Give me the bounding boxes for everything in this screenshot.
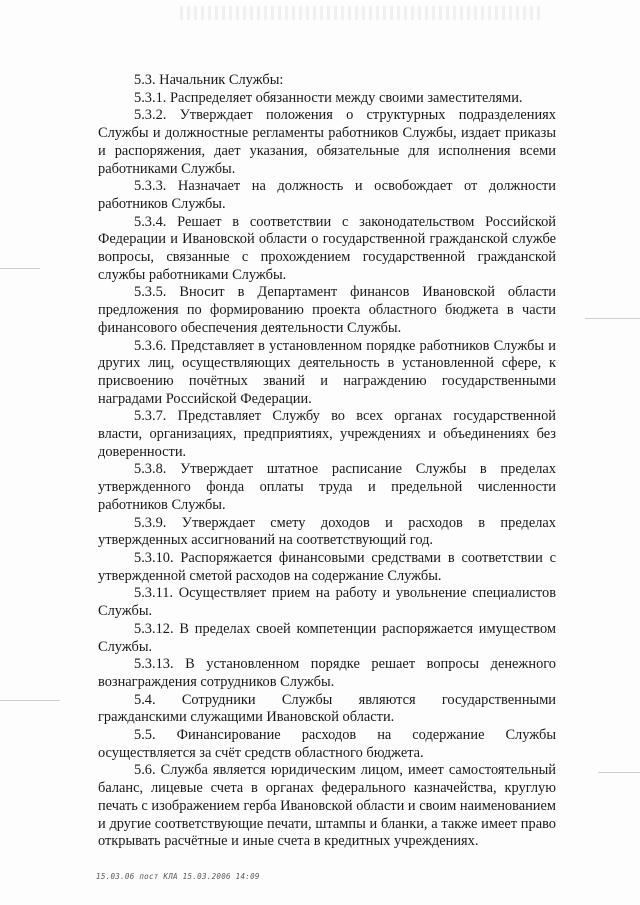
scan-noise [180,6,540,20]
clause-5-3-2: 5.3.2. Утверждает положения о структурных подразделениях Службы и должностные регламенты работников Службы, издает приказы и распоряжения, дает указания, обязательные для исполнения всеми работниками Службы. [98,107,556,177]
clause-5-3-8: 5.3.8. Утверждает штатное расписание Службы в пределах утвержденного фонда оплаты труда и предельной численности работников Службы. [98,461,556,513]
margin-mark [0,268,40,269]
margin-mark [598,772,640,773]
clause-5-3-1: 5.3.1. Распределяет обязанности между своими заместителями. [134,89,523,106]
clause-5-3-6: 5.3.6. Представляет в установленном порядке работников Службы и других лиц, осуществляющих деятельность в установленной сфере, к присвоению почётных званий и награждению государственными наградами Российской Федерации. [98,337,556,407]
clause-5-4: 5.4. Сотрудники Службы являются государственными гражданскими служащими Ивановской области. [98,691,556,726]
clause-5-3-10: 5.3.10. Распоряжается финансовыми средствами в соответствии с утвержденной сметой расходов на содержание Службы. [98,549,556,584]
clause-5-3-5: 5.3.5. Вносит в Департамент финансов Ивановской области предложения по формированию проекта областного бюджета в части финансового обеспечения деятельности Службы. [98,284,556,336]
clause-5-3-11: 5.3.11. Осуществляет прием на работу и увольнение специалистов Службы. [98,585,556,620]
clause-5-3-9: 5.3.9. Утверждает смету доходов и расходов в пределах утвержденных ассигнований на соответствующий год. [98,514,556,549]
margin-mark [0,700,60,701]
clause-5-3-12: 5.3.12. В пределах своей компетенции распоряжается имуществом Службы. [98,620,556,655]
clause-5-3-3: 5.3.3. Назначает на должность и освобождает от должности работников Службы. [98,178,556,212]
clause-5-3-7: 5.3.7. Представляет Службу во всех органах государственной власти, организациях, предприятиях, учреждениях и объединениях без доверенности. [98,408,556,460]
section-heading: 5.3. Начальник Службы: [134,72,284,88]
footer-stamp: 15.03.06 пост КЛА 15.03.2006 14:09 [96,872,260,881]
clause-5-5: 5.5. Финансирование расходов на содержание Службы осуществляется за счёт средств областного бюджета. [98,727,556,761]
clause-5-3-13: 5.3.13. В установленном порядке решает вопросы денежного вознаграждения сотрудников Службы. [98,656,556,690]
document-body [98,72,556,851]
clause-5-6: 5.6. Служба является юридическим лицом, имеет самостоятельный баланс, лицевые счета в органах федерального казначейства, круглую печать с изображением герба Ивановской области и своим наименованием и другие соответствующие печати, штампы и бланки, а также имеет право открывать расчётные и иные счета в кредитных учреждениях. [98,762,556,850]
clause-5-3-4: 5.3.4. Решает в соответствии с законодательством Российской Федерации и Ивановской области о государственной гражданской службе вопросы, связанные с прохождением государственной гражданской службы работниками Службы. [98,213,556,283]
margin-mark [585,318,640,319]
